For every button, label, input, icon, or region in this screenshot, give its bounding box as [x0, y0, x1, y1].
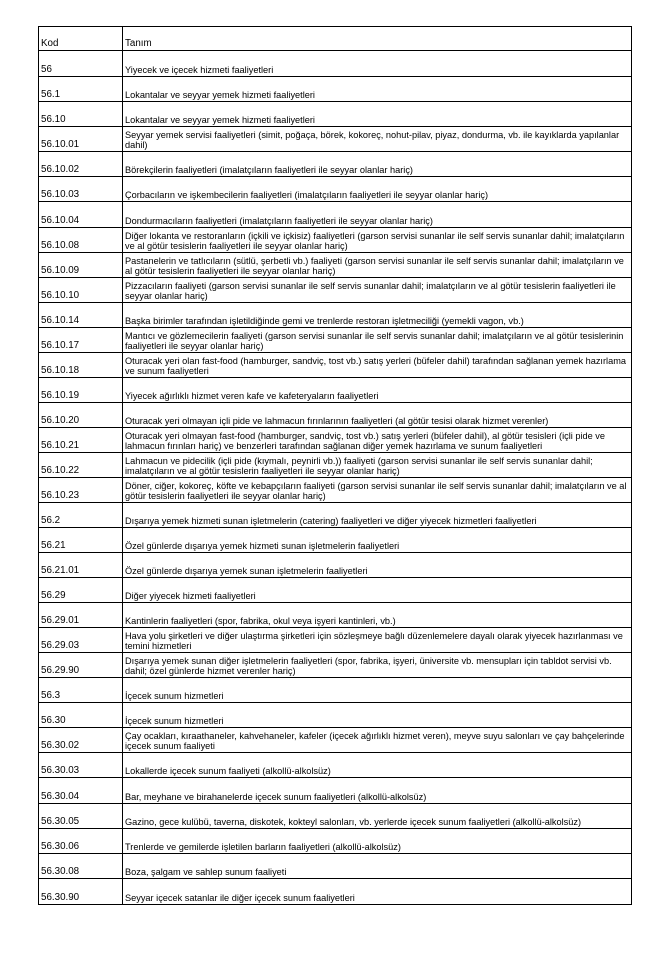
table-row — [39, 778, 632, 804]
row-code: 56.30.08 — [39, 854, 123, 879]
table-row — [39, 703, 632, 728]
row-description: Başka birimler tarafından işletildiğinde gemi ve trenlerde restoran işletmeciliği (yemekli vagon, vb.) — [123, 303, 632, 328]
row-description: Trenlerde ve gemilerde işletilen barların faaliyetleri (alkollü-alkolsüz) — [123, 829, 632, 854]
row-description: Oturacak yeri olan fast-food (hamburger, sandviç, tost vb.) satış yerleri (büfeler dahil) tarafından sağlanan yemek hazırlama ve sunum faaliyetleri — [123, 353, 632, 378]
row-code: 56.10.04 — [39, 202, 123, 228]
table-row — [39, 653, 632, 678]
row-code: 56.10.08 — [39, 228, 123, 253]
table-row — [39, 628, 632, 653]
table-row — [39, 804, 632, 829]
header-tanim: Tanım — [123, 27, 632, 51]
row-description: Seyyar içecek satanlar ile diğer içecek sunum faaliyetleri — [123, 879, 632, 905]
table-row — [39, 51, 632, 77]
row-code: 56.30 — [39, 703, 123, 728]
table-row — [39, 353, 632, 378]
row-code: 56.30.04 — [39, 778, 123, 804]
row-description: Boza, şalgam ve sahlep sunum faaliyeti — [123, 854, 632, 879]
table-row — [39, 603, 632, 628]
row-code: 56.30.90 — [39, 879, 123, 905]
row-description: İçecek sunum hizmetleri — [123, 678, 632, 703]
table-row — [39, 403, 632, 428]
table-row — [39, 278, 632, 303]
row-description: Oturacak yeri olmayan içli pide ve lahmacun fırınlarının faaliyetleri (al götür tesisi olarak hizmet verenler) — [123, 403, 632, 428]
row-description: Dışarıya yemek hizmeti sunan işletmelerin (catering) faaliyetleri ve diğer yiyecek hizmetleri faaliyetleri — [123, 503, 632, 528]
document-page — [38, 26, 631, 905]
table-row — [39, 503, 632, 528]
row-code: 56.10.19 — [39, 378, 123, 403]
table-body — [39, 51, 632, 905]
row-description: Lokallerde içecek sunum faaliyeti (alkollü-alkolsüz) — [123, 753, 632, 778]
table-row — [39, 753, 632, 778]
row-code: 56.30.03 — [39, 753, 123, 778]
row-description: Çay ocakları, kıraathaneler, kahvehaneler, kafeler (içecek ağırlıklı hizmet veren), meyve suyu salonları ve çay bahçelerinde içecek sunum faaliyeti — [123, 728, 632, 753]
table-row — [39, 553, 632, 578]
row-description: Mantıcı ve gözlemecilerin faaliyeti (garson servisi sunanlar ile self servis sunanlar dahil; imalatçıların ve al götür tesislerinin faaliyetleri ile seyyar olanlar hariç) — [123, 328, 632, 353]
row-code: 56.30.05 — [39, 804, 123, 829]
row-description: Dışarıya yemek sunan diğer işletmelerin faaliyetleri (spor, fabrika, işyeri, üniversite vb. mensupları için tabldot servisi vb. dahil; özel günlerde hizmet verenler hariç) — [123, 653, 632, 678]
row-code: 56.30.06 — [39, 829, 123, 854]
row-code: 56.29.90 — [39, 653, 123, 678]
row-description: Döner, ciğer, kokoreç, köfte ve kebapçıların faaliyeti (garson servisi sunanlar ile self servis sunanlar dahil; imalatçıların ve al götür tesislerin faaliyetleri ile seyyar olanlar hariç) — [123, 478, 632, 503]
row-description: Seyyar yemek servisi faaliyetleri (simit, poğaça, börek, kokoreç, nohut-pilav, piyaz, dondurma, vb. ile kayıklarda yapılanlar dahil) — [123, 127, 632, 152]
table-row — [39, 678, 632, 703]
row-code: 56.10.20 — [39, 403, 123, 428]
row-code: 56.10.02 — [39, 152, 123, 177]
row-code: 56.10.22 — [39, 453, 123, 478]
table-header-row — [39, 27, 632, 51]
table-row — [39, 578, 632, 603]
row-code: 56.10.17 — [39, 328, 123, 353]
row-code: 56.2 — [39, 503, 123, 528]
row-code: 56 — [39, 51, 123, 77]
table-row — [39, 378, 632, 403]
row-description: Gazino, gece kulübü, taverna, diskotek, kokteyl salonları, vb. yerlerde içecek sunum faaliyetleri (alkollü-alkolsüz) — [123, 804, 632, 829]
row-description: Kantinlerin faaliyetleri (spor, fabrika, okul veya işyeri kantinleri, vb.) — [123, 603, 632, 628]
row-description: Lokantalar ve seyyar yemek hizmeti faaliyetleri — [123, 102, 632, 127]
row-description: Pastanelerin ve tatlıcıların (sütlü, şerbetli vb.) faaliyeti (garson servisi sunanlar ile self servis sunanlar dahil; imalatçıların ve al götür tesislerin faaliyetleri ile seyyar olanlar hariç) — [123, 253, 632, 278]
row-description: Diğer lokanta ve restoranların (içkili ve içkisiz) faaliyetleri (garson servisi sunanlar ile self servis sunanlar dahil; imalatçıların ve al götür tesislerin faaliyetleri ile seyyar olanlar hariç) — [123, 228, 632, 253]
row-description: Hava yolu şirketleri ve diğer ulaştırma şirketleri için sözleşmeye bağlı düzenlemelere dayalı olarak yiyecek hazırlanması ve temini hizmetleri — [123, 628, 632, 653]
row-description: Lokantalar ve seyyar yemek hizmeti faaliyetleri — [123, 77, 632, 102]
row-description: Özel günlerde dışarıya yemek hizmeti sunan işletmelerin faaliyetleri — [123, 528, 632, 553]
table-row — [39, 228, 632, 253]
row-code: 56.29.01 — [39, 603, 123, 628]
row-description: Diğer yiyecek hizmeti faaliyetleri — [123, 578, 632, 603]
header-kod: Kod — [39, 27, 123, 51]
row-description: Bar, meyhane ve birahanelerde içecek sunum faaliyetleri (alkollü-alkolsüz) — [123, 778, 632, 804]
row-code: 56.30.02 — [39, 728, 123, 753]
row-description: Yiyecek ve içecek hizmeti faaliyetleri — [123, 51, 632, 77]
row-description: Pizzacıların faaliyeti (garson servisi sunanlar ile self servis sunanlar dahil; imalatçıların ve al götür tesislerin faaliyetleri ile seyyar olanlar hariç) — [123, 278, 632, 303]
row-code: 56.29.03 — [39, 628, 123, 653]
table-row — [39, 102, 632, 127]
row-description: Yiyecek ağırlıklı hizmet veren kafe ve kafeteryaların faaliyetleri — [123, 378, 632, 403]
row-description: Oturacak yeri olmayan fast-food (hamburger, sandviç, tost vb.) satış yerleri (büfeler dahil), al götür tesisleri (içli pide ve lahmacun fırınları hariç) ve benzerleri tarafından sağlanan diğer yemek hazırlama ve sunum faaliyetleri — [123, 428, 632, 453]
table-row — [39, 202, 632, 228]
row-code: 56.21.01 — [39, 553, 123, 578]
table-row — [39, 127, 632, 152]
row-code: 56.10.18 — [39, 353, 123, 378]
row-code: 56.29 — [39, 578, 123, 603]
row-description: Özel günlerde dışarıya yemek sunan işletmelerin faaliyetleri — [123, 553, 632, 578]
table-row — [39, 478, 632, 503]
table-row — [39, 428, 632, 453]
row-description: Dondurmacıların faaliyetleri (imalatçıların faaliyetleri ile seyyar olanlar hariç) — [123, 202, 632, 228]
row-description: Çorbacıların ve işkembecilerin faaliyetleri (imalatçıların faaliyetleri ile seyyar olanlar hariç) — [123, 177, 632, 202]
table-row — [39, 253, 632, 278]
row-code: 56.10.23 — [39, 478, 123, 503]
row-code: 56.10.21 — [39, 428, 123, 453]
row-description: Börekçilerin faaliyetleri (imalatçıların faaliyetleri ile seyyar olanlar hariç) — [123, 152, 632, 177]
table-row — [39, 879, 632, 905]
table-row — [39, 829, 632, 854]
table-row — [39, 328, 632, 353]
row-code: 56.10 — [39, 102, 123, 127]
row-code: 56.10.14 — [39, 303, 123, 328]
row-code: 56.21 — [39, 528, 123, 553]
row-code: 56.1 — [39, 77, 123, 102]
row-code: 56.10.01 — [39, 127, 123, 152]
row-description: Lahmacun ve pidecilik (içli pide (kıymalı, peynirli vb.)) faaliyeti (garson servisi sunanlar ile self servis sunanlar dahil; imalatçıların ve al götür tesislerin faaliyetleri ile seyyar olanlar hariç) — [123, 453, 632, 478]
table-row — [39, 854, 632, 879]
table-row — [39, 303, 632, 328]
row-code: 56.10.10 — [39, 278, 123, 303]
row-description: İçecek sunum hizmetleri — [123, 703, 632, 728]
table-row — [39, 728, 632, 753]
table-row — [39, 152, 632, 177]
table-row — [39, 528, 632, 553]
nace-code-table — [38, 26, 632, 905]
row-code: 56.10.09 — [39, 253, 123, 278]
row-code: 56.10.03 — [39, 177, 123, 202]
table-row — [39, 177, 632, 202]
table-row — [39, 453, 632, 478]
row-code: 56.3 — [39, 678, 123, 703]
table-row — [39, 77, 632, 102]
